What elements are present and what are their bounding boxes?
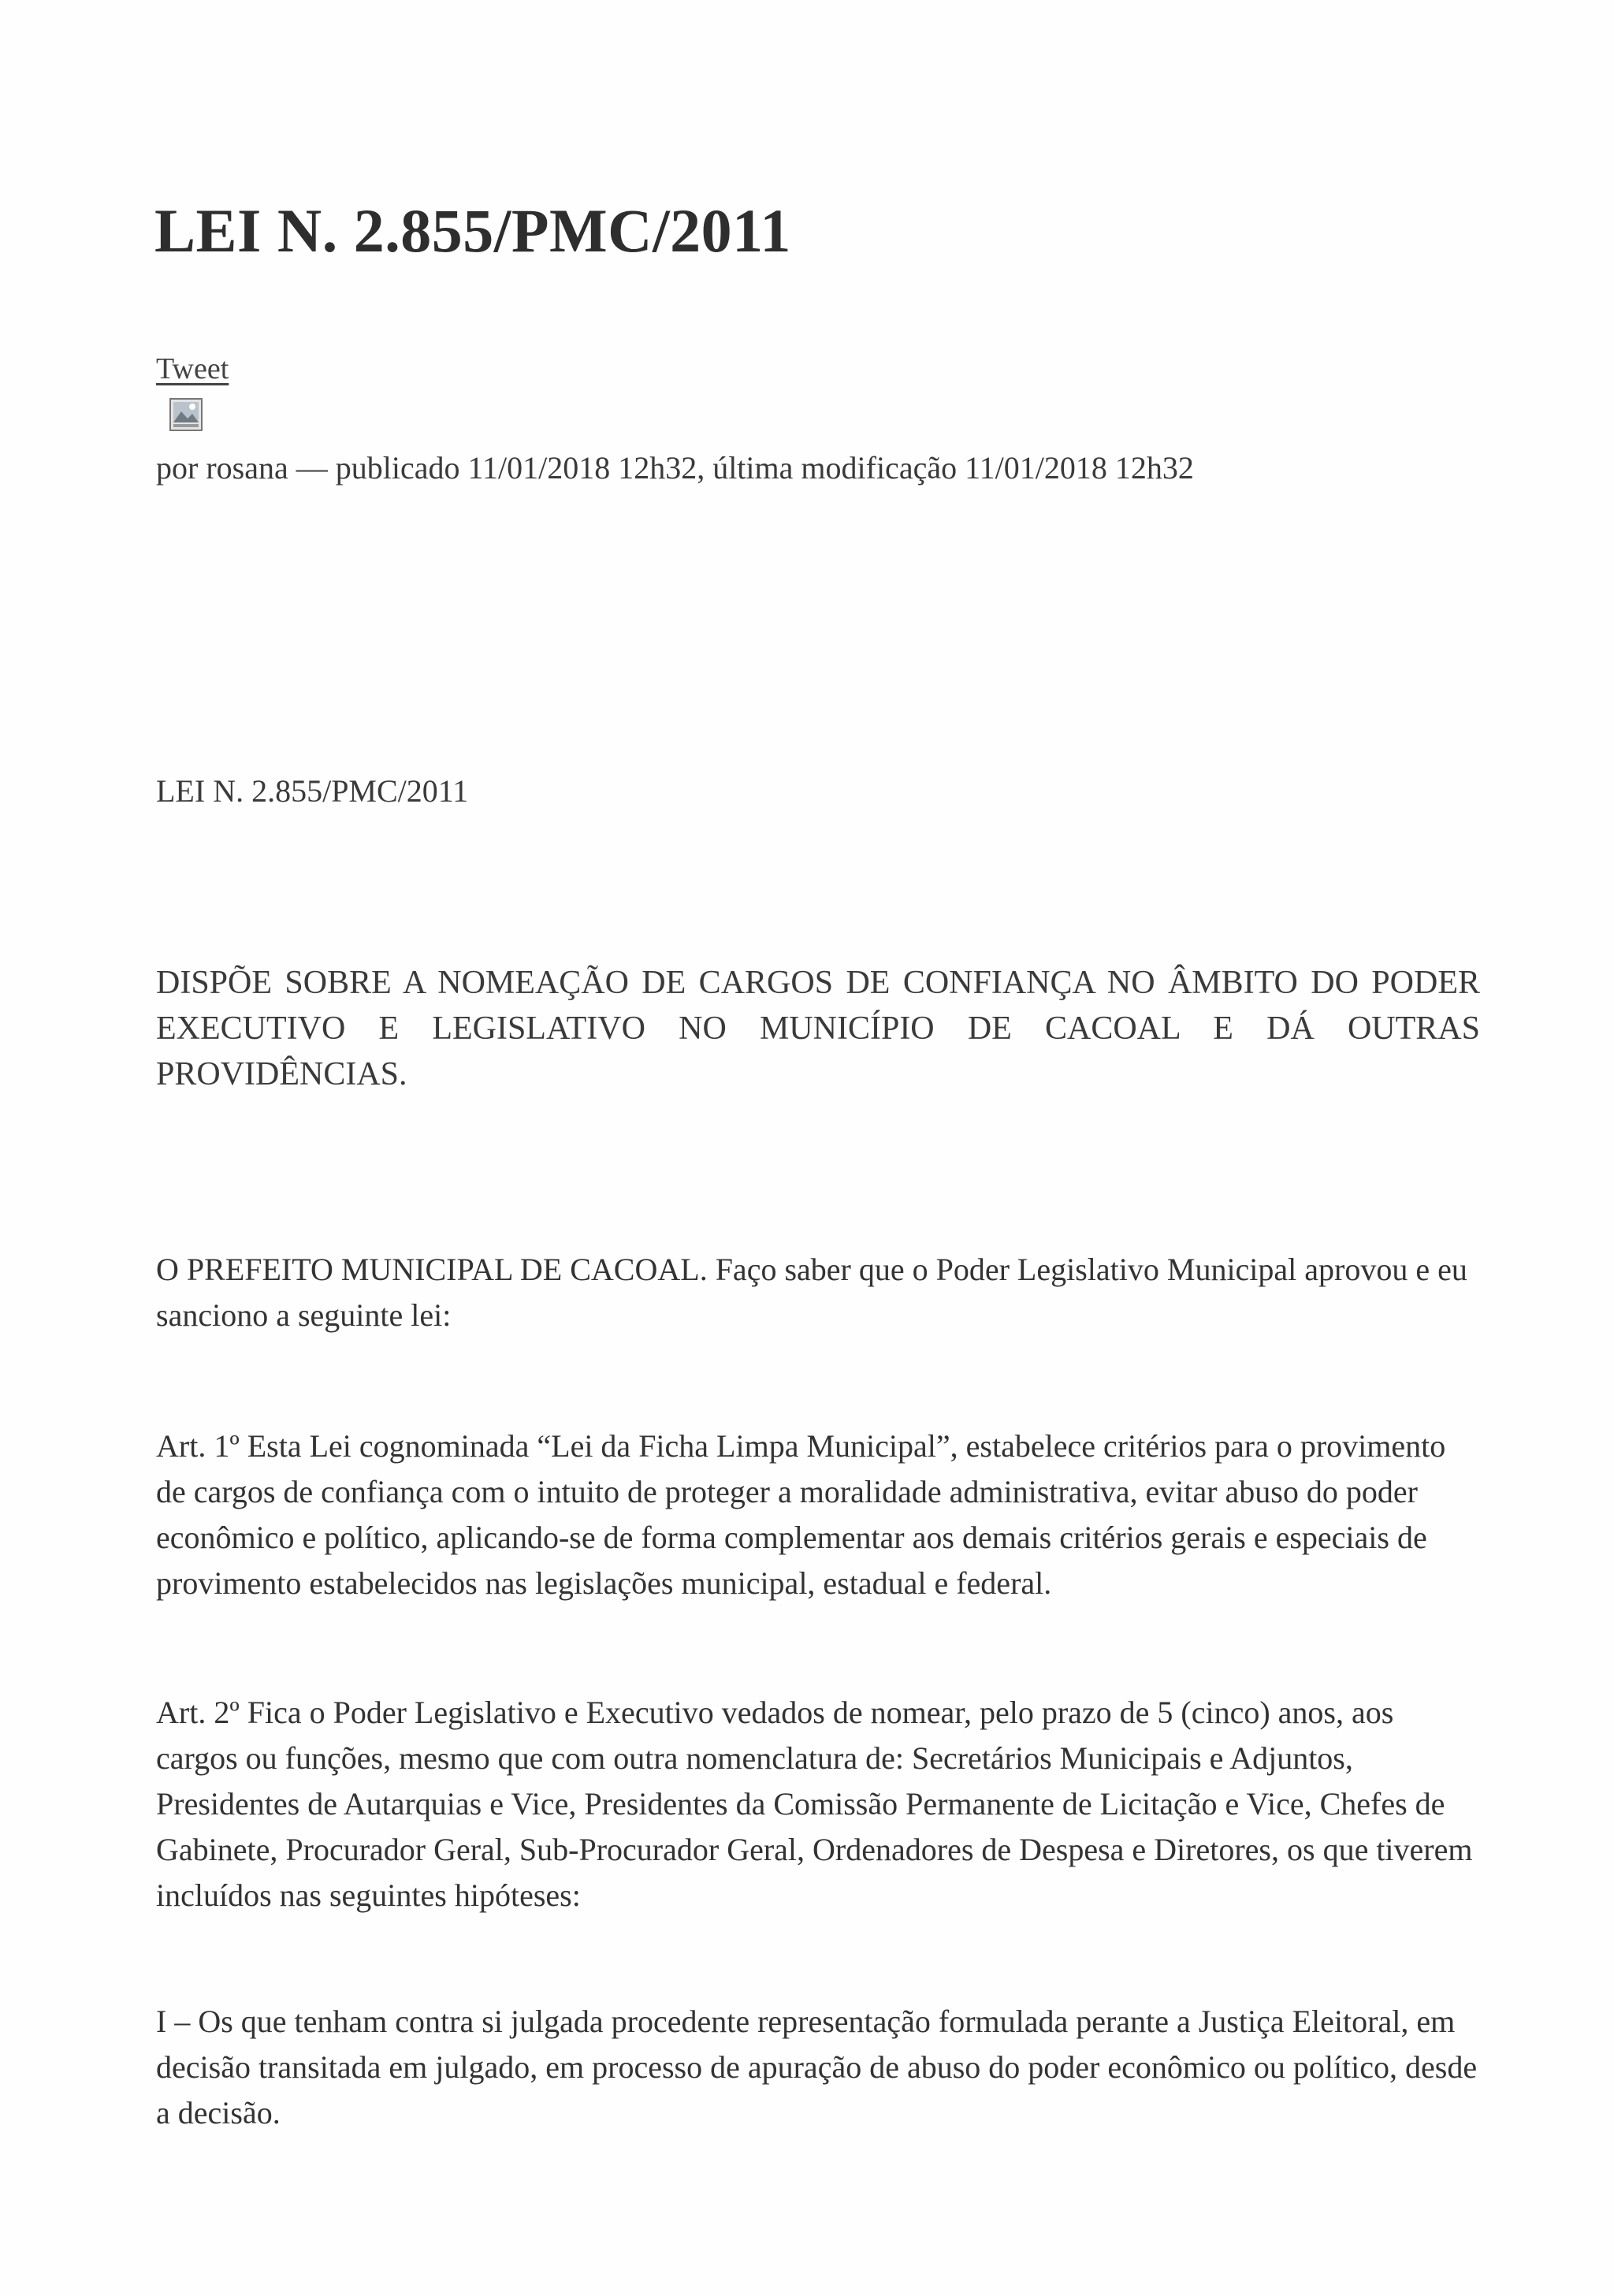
item-i-paragraph: I – Os que tenham contra si julgada procedente representação formulada perante a Justiça Eleitoral, em decisão transitada em julgado, em processo de apuração de abuso do poder econômico ou político, desde a decisão. [156, 2004, 1478, 2130]
law-reference: LEI N. 2.855/PMC/2011 [156, 773, 469, 809]
article-2-paragraph: Art. 2º Fica o Poder Legislativo e Executivo vedados de nomear, pelo prazo de 5 (cinco) anos, aos cargos ou funções, mesmo que com outra nomenclatura de: Secretários Municipais e Adjuntos, Presidentes de Autarquias e Vice, Presidentes da Comissão Permanente de Licitação e Vice, Chefes de Gabinete, Procurador Geral, Sub-Procurador Geral, Ordenadores de Despesa e Diretores, os que tiverem incluídos nas seguintes hipóteses: [156, 1695, 1473, 1913]
byline: por rosana — publicado 11/01/2018 12h32, última modificação 11/01/2018 12h32 [156, 450, 1194, 486]
preamble-paragraph: O PREFEITO MUNICIPAL DE CACOAL. Faço saber que o Poder Legislativo Municipal aprovou e eu sanciono a seguinte lei: [156, 1252, 1467, 1333]
article-1-paragraph: Art. 1º Esta Lei cognominada “Lei da Ficha Limpa Municipal”, estabelece critérios para o provimento de cargos de confiança com o intuito de proteger a moralidade administrativa, evitar abuso do poder econômico e político, aplicando-se de forma complementar aos demais critérios gerais e especiais de provimento estabelecidos nas legislações municipal, estadual e federal. [156, 1428, 1446, 1601]
ementa: DISPÕE SOBRE A NOMEAÇÃO DE CARGOS DE CONFIANÇA NO ÂMBITO DO PODER EXECUTIVO E LEGISLATIVO NO MUNICÍPIO DE CACOAL E DÁ OUTRAS PROVIDÊNCIAS. [156, 965, 1480, 1092]
image-icon[interactable] [169, 397, 203, 432]
tweet-link[interactable]: Tweet [156, 352, 229, 385]
page-title: LEI N. 2.855/PMC/2011 [154, 196, 791, 265]
